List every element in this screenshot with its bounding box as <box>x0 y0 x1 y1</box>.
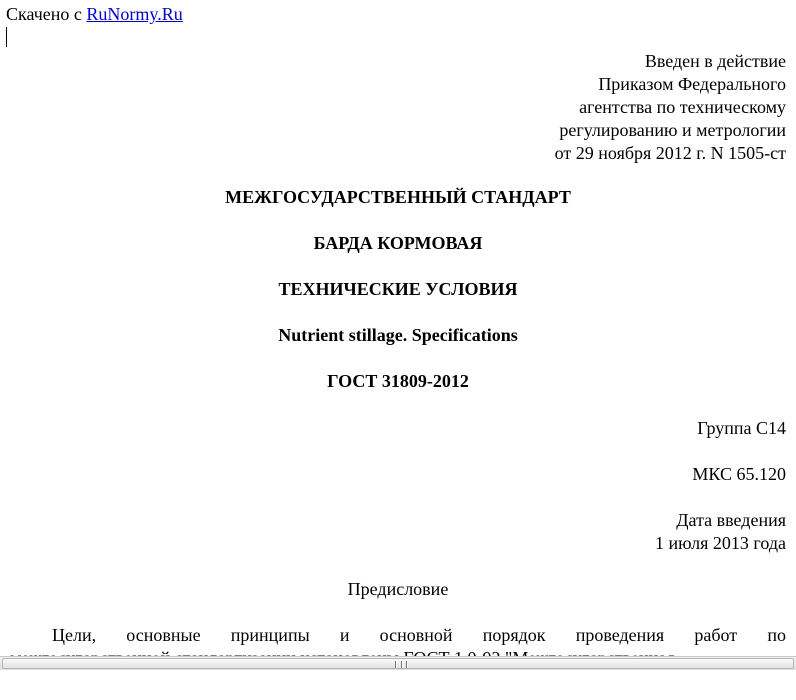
heading-title: БАРДА КОРМОВАЯ <box>313 233 483 253</box>
source-prefix: Скачено с <box>6 4 87 24</box>
mks-label: МКС 65.120 <box>692 464 786 484</box>
enactment-block <box>555 50 786 165</box>
heading-code: ГОСТ 31809-2012 <box>327 371 469 391</box>
enactment-line: от 29 ноября 2012 г. N 1505-ст <box>554 143 786 163</box>
heading-subtitle: ТЕХНИЧЕСКИЕ УСЛОВИЯ <box>278 279 518 299</box>
enactment-line: регулированию и метрологии <box>559 120 786 140</box>
paragraph-line: Цели, основные принципы и основной порядок проведения работ по <box>52 625 786 645</box>
effective-date-value: 1 июля 2013 года <box>655 533 786 553</box>
scrollbar-thumb[interactable] <box>2 658 794 669</box>
grip-icon <box>395 661 407 668</box>
heading-standard: МЕЖГОСУДАРСТВЕННЫЙ СТАНДАРТ <box>225 187 571 207</box>
horizontal-scrollbar[interactable] <box>0 656 796 670</box>
effective-date-label: Дата введения <box>676 510 786 530</box>
source-line <box>6 4 183 25</box>
section-title: Предисловие <box>347 579 449 599</box>
enactment-line: Приказом Федерального <box>598 74 786 94</box>
heading-english: Nutrient stillage. Specifications <box>278 325 518 345</box>
enactment-line: Введен в действие <box>644 51 786 71</box>
source-link[interactable]: RuNormy.Ru <box>86 4 183 24</box>
group-label: Группа С14 <box>697 418 786 438</box>
enactment-line: агентства по техническому <box>579 97 786 117</box>
text-cursor <box>6 27 7 47</box>
